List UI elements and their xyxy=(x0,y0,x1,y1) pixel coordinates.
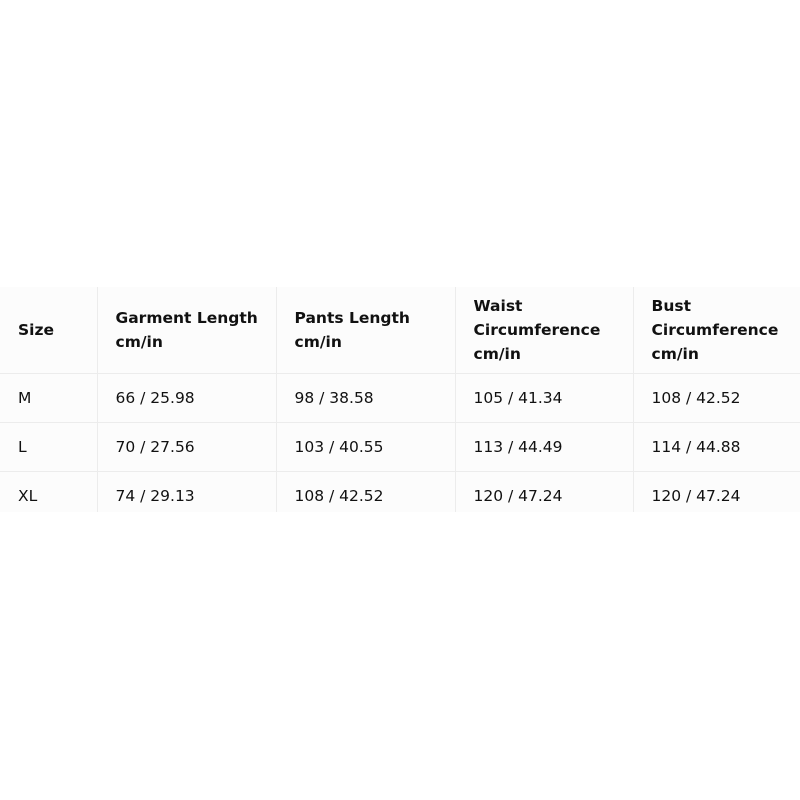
header-bust-label: Bust xyxy=(651,297,691,315)
size-table xyxy=(0,287,800,512)
table-row-xl xyxy=(0,472,800,513)
header-size xyxy=(0,287,97,374)
cell-bust-circumference: 114 / 44.88 xyxy=(633,423,800,472)
cell-size: L xyxy=(0,423,97,472)
table-row-m xyxy=(0,374,800,423)
header-garment-length-unit: cm/in xyxy=(115,333,163,351)
cell-waist-circumference: 113 / 44.49 xyxy=(455,423,633,472)
header-garment-length xyxy=(97,287,276,374)
cell-pants-length: 103 / 40.55 xyxy=(276,423,455,472)
header-garment-length-label: Garment Length xyxy=(115,309,258,327)
cell-bust-circumference: 120 / 47.24 xyxy=(651,487,741,505)
header-bust-circumference xyxy=(633,287,800,374)
cell-size: XL xyxy=(0,472,97,513)
size-chart xyxy=(0,287,800,512)
header-pants-length-unit: cm/in xyxy=(294,333,342,351)
header-row xyxy=(0,287,800,374)
header-waist-circumference xyxy=(455,287,633,374)
table-row-l xyxy=(0,423,800,472)
cell-bust-circumference: 108 / 42.52 xyxy=(633,374,800,423)
cell-waist-circumference: 120 / 47.24 xyxy=(455,472,633,513)
header-size-label: Size xyxy=(18,321,55,339)
header-waist-unit: cm/in xyxy=(473,345,521,363)
table-body xyxy=(0,374,800,513)
cell-garment-length: 70 / 27.56 xyxy=(97,423,276,472)
cell-pants-length: 108 / 42.52 xyxy=(276,472,455,513)
header-waist-circumference-label: Circumference xyxy=(473,321,601,339)
table-header xyxy=(0,287,800,374)
cell-garment-length: 66 / 25.98 xyxy=(97,374,276,423)
header-pants-length xyxy=(276,287,455,374)
cell-waist-circumference: 105 / 41.34 xyxy=(455,374,633,423)
cell-pants-length: 98 / 38.58 xyxy=(276,374,455,423)
cell-size: M xyxy=(0,374,97,423)
header-waist-label: Waist xyxy=(473,297,523,315)
cell-garment-length: 74 / 29.13 xyxy=(97,472,276,513)
header-bust-unit: cm/in xyxy=(651,345,699,363)
header-pants-length-label: Pants Length xyxy=(294,309,410,327)
header-bust-circumference-label: Circumference xyxy=(651,321,779,339)
